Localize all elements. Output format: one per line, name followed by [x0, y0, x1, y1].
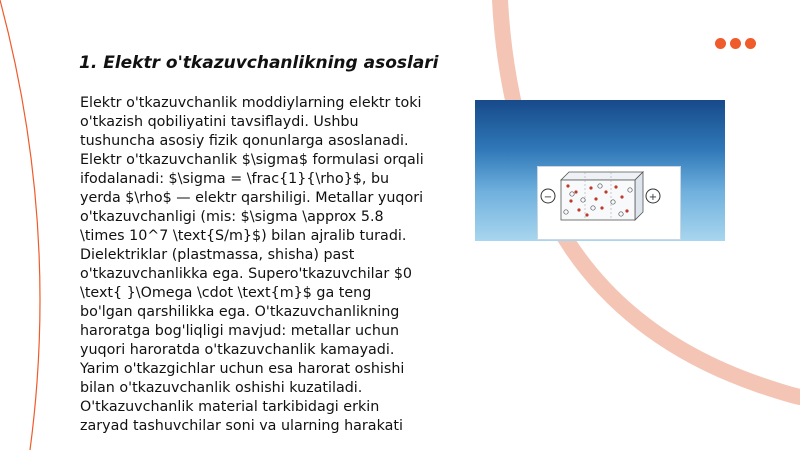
slide-title: 1. Elektr o'tkazuvchanlikning asoslari — [79, 53, 439, 73]
dot — [730, 38, 741, 49]
dot — [715, 38, 726, 49]
positive-terminal-label: + — [648, 192, 658, 203]
conductor-diagram — [475, 100, 725, 241]
negative-terminal-label: − — [543, 192, 553, 203]
dot — [745, 38, 756, 49]
dots-menu-icon — [715, 38, 756, 49]
slide-body-text: Elektr o'tkazuvchanlik moddiylarning elektr toki o'tkazish qobiliyatini tavsiflaydi. Ushbu tushuncha asosiy fizik qonunlarga asoslanadi. Elektr o'tkazuvchanlik $\sigma$ formulasi orqali ifodalanadi: $\sigma = \frac{1}{\rho}$, bu yerda $\rho$ — elektr qarshiligi. Metallar yuqori o'tkazuvchanligi (mis: $\sigma \approx 5.8 \times 10^7 \text{S/m}$) bilan ajralib turadi. Dielektriklar (plastmassa, shisha) past o'tkazuvchanlikka ega. Supero'tkazuvchilar $0 \text{ }\Omega \cdot \text{m}$ ga teng bo'lgan qarshilikka ega. O'tkazuvchanlikning haroratga bog'liqligi mavjud: metallar uchun yuqori haroratda o'tkazuvchanlik kamayadi. Yarim o'tkazgichlar uchun esa harorat oshishi bilan o'tkazuvchanlik oshishi kuzatiladi. O'tkazuvchanlik material tarkibidagi erkin zaryad tashuvchilar soni va ularning harakati — [80, 95, 424, 434]
conductivity-illustration — [475, 100, 725, 241]
left-arc-decoration — [0, 0, 40, 450]
